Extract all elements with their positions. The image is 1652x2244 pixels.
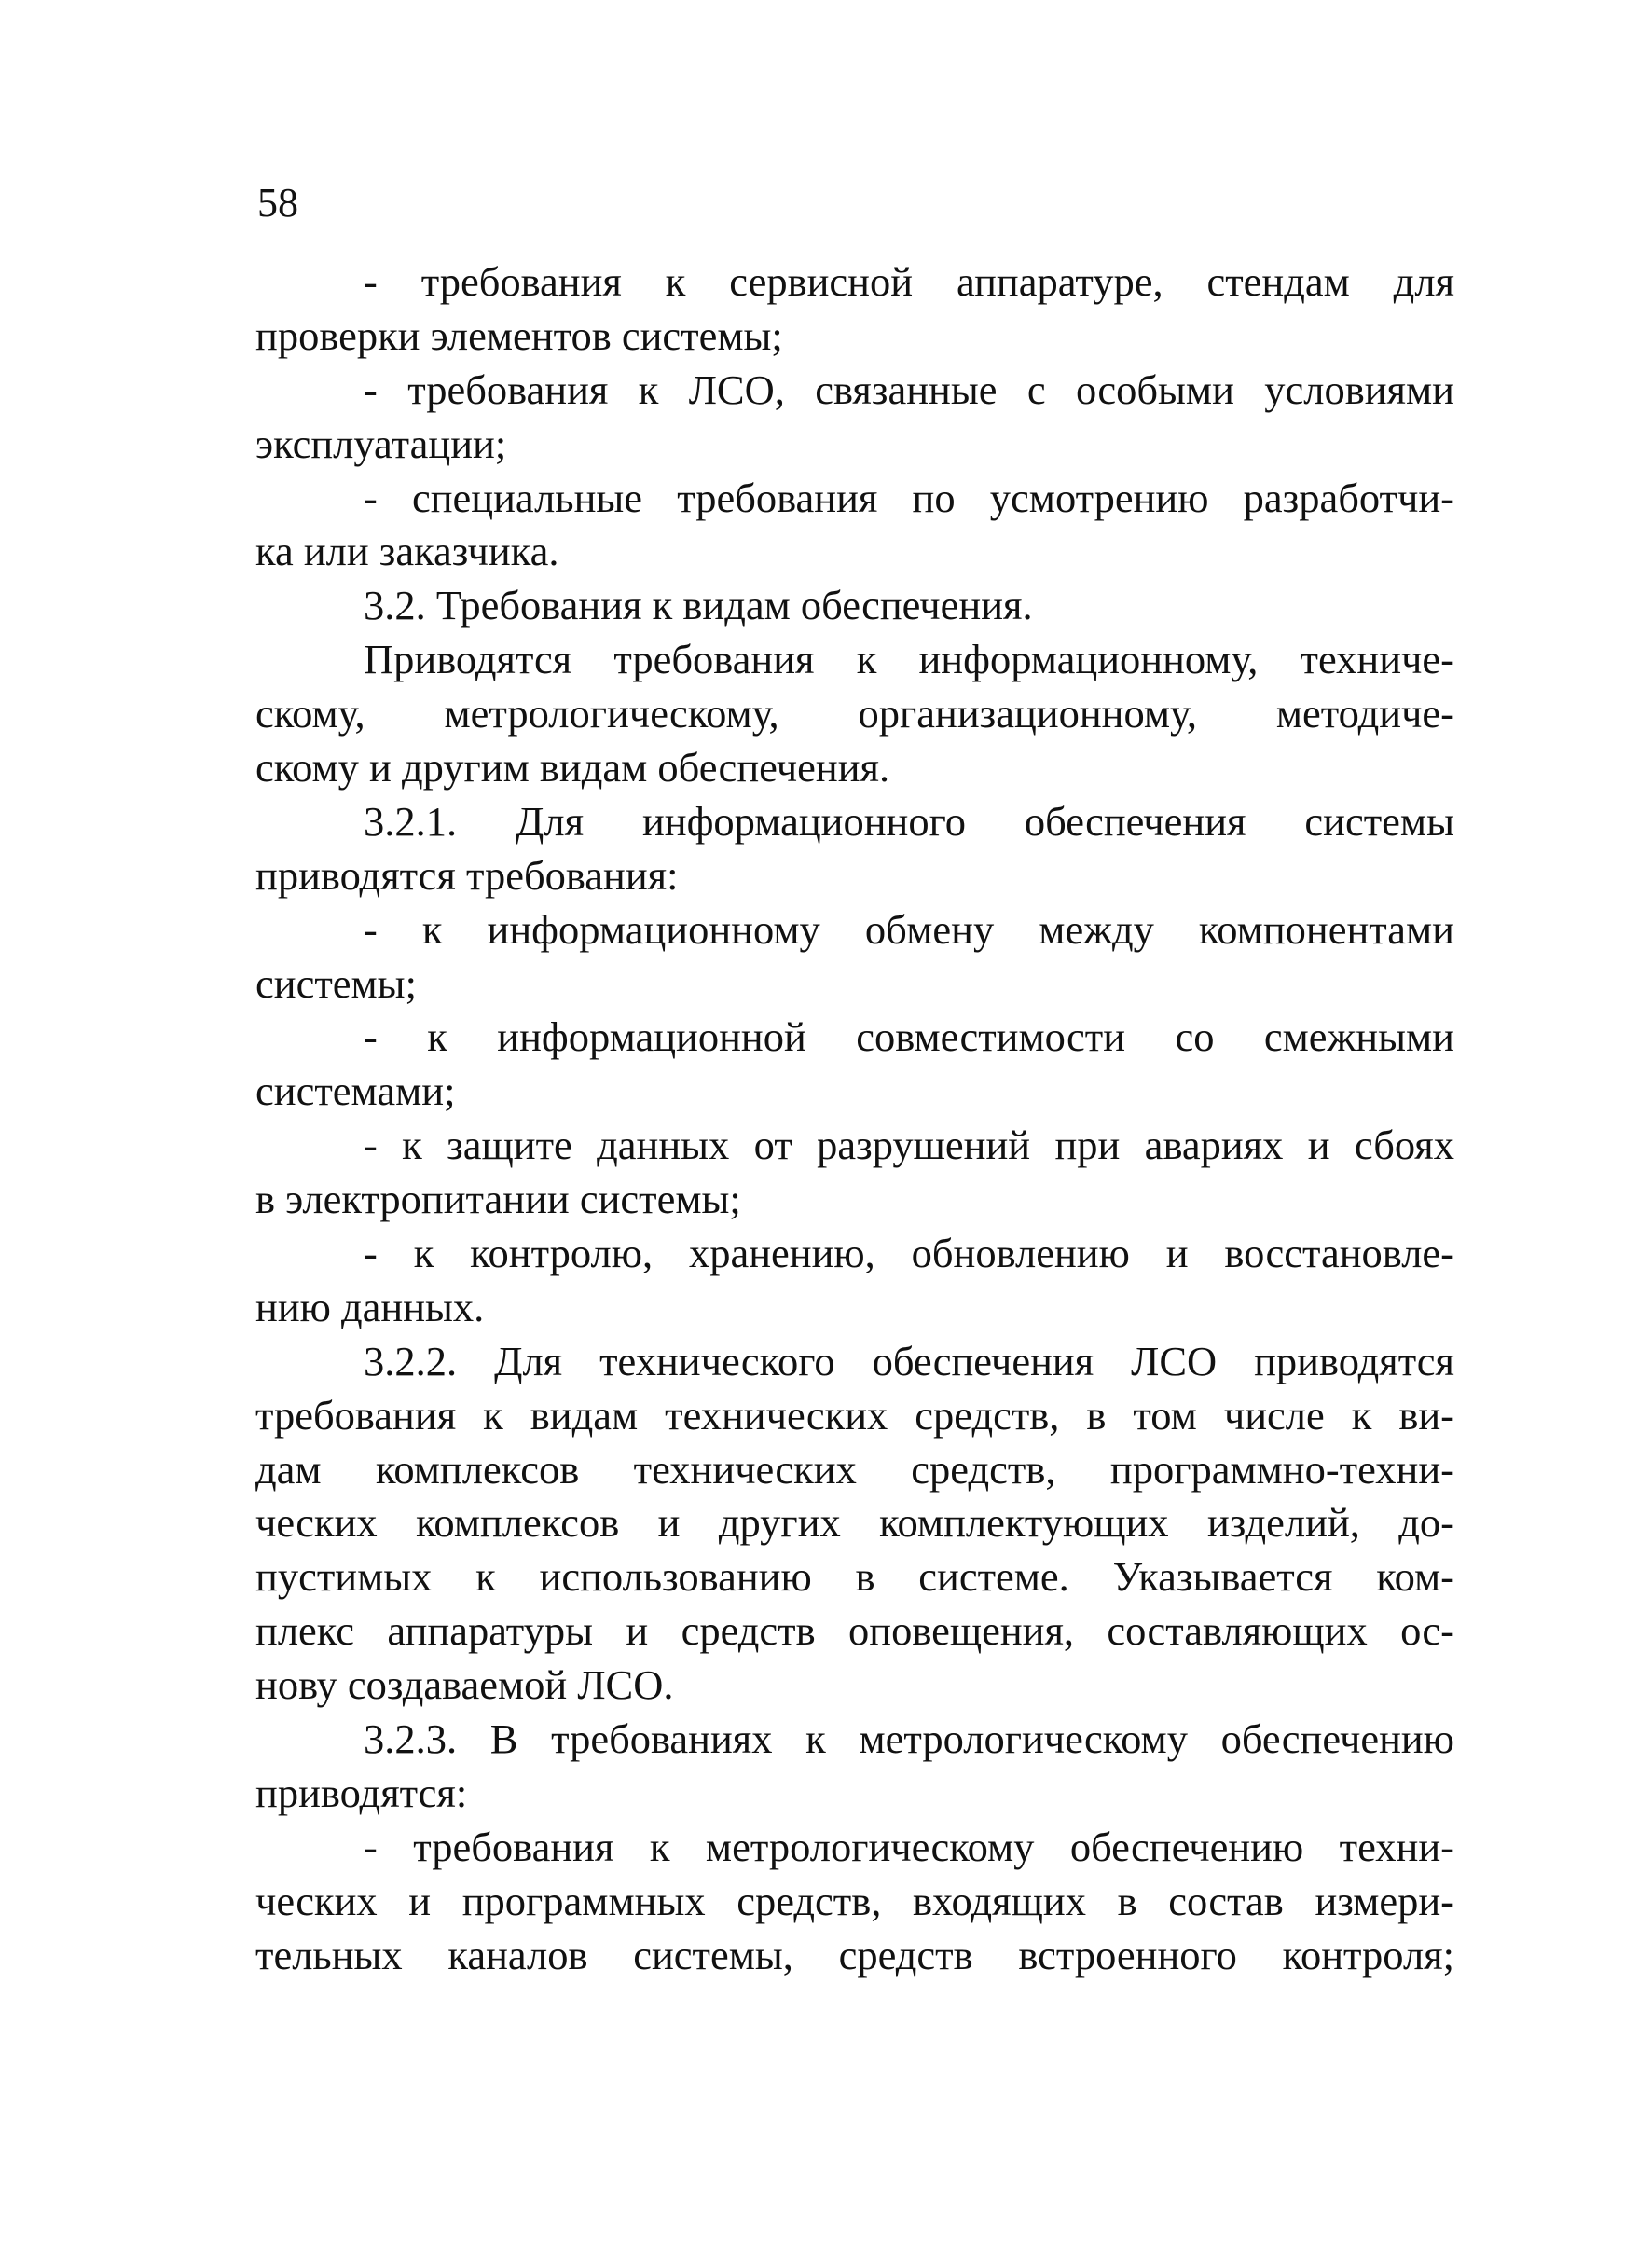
text-line: 3.2.2. Для технического обеспечения ЛСО приводятся: [364, 1337, 1454, 1384]
text-line: плекс аппаратуры и средств оповещения, составляющих ос-: [255, 1607, 1454, 1655]
text-line: ческих комплексов и других комплектующих изделий, до-: [255, 1499, 1454, 1547]
text-line: 3.2. Требования к видам обеспечения.: [364, 582, 1033, 629]
text-line: эксплуатации;: [255, 420, 507, 467]
text-line: - специальные требования по усмотрению разработчи-: [364, 474, 1454, 521]
text-line: дам комплексов технических средств, программно-техни-: [255, 1445, 1454, 1493]
page-number: 58: [257, 180, 298, 226]
text-line: скому и другим видам обеспечения.: [255, 744, 890, 792]
text-line: требования к видам технических средств, в том числе к ви-: [255, 1391, 1454, 1439]
text-line: - требования к ЛСО, связанные с особыми условиями: [364, 365, 1454, 413]
text-line: ка или заказчика.: [255, 528, 559, 575]
text-line: приводятся требования:: [255, 851, 679, 899]
text-line: - к контролю, хранению, обновлению и восстановле-: [364, 1230, 1454, 1277]
text-line: 3.2.1. Для информационного обеспечения системы: [364, 797, 1454, 845]
text-line: проверки элементов системы;: [255, 311, 783, 359]
text-line: - требования к сервисной аппаратуре, стендам для: [364, 258, 1454, 305]
text-line: системы;: [255, 959, 417, 1007]
text-line: нову создаваемой ЛСО.: [255, 1661, 674, 1709]
text-line: скому, метрологическому, организационному, методиче-: [255, 690, 1454, 737]
text-line: тельных каналов системы, средств встроенного контроля;: [255, 1931, 1454, 1978]
text-line: пустимых к использованию в системе. Указывается ком-: [255, 1553, 1454, 1601]
text-line: - к информационному обмену между компонентами: [364, 905, 1454, 953]
text-line: Приводятся требования к информационному, техниче-: [364, 636, 1454, 683]
text-line: приводятся:: [255, 1769, 468, 1816]
text-line: системами;: [255, 1067, 456, 1115]
text-line: в электропитании системы;: [255, 1176, 741, 1223]
text-line: 3.2.3. В требованиях к метрологическому обеспечению: [364, 1715, 1454, 1763]
text-line: - к информационной совместимости со смежными: [364, 1013, 1454, 1061]
text-line: - требования к метрологическому обеспечению техни-: [364, 1823, 1454, 1870]
text-line: - к защите данных от разрушений при авариях и сбоях: [364, 1122, 1454, 1169]
body-text: [255, 255, 1454, 1983]
text-line: ческих и программных средств, входящих в состав измери-: [255, 1877, 1454, 1924]
text-line: нию данных.: [255, 1283, 485, 1330]
